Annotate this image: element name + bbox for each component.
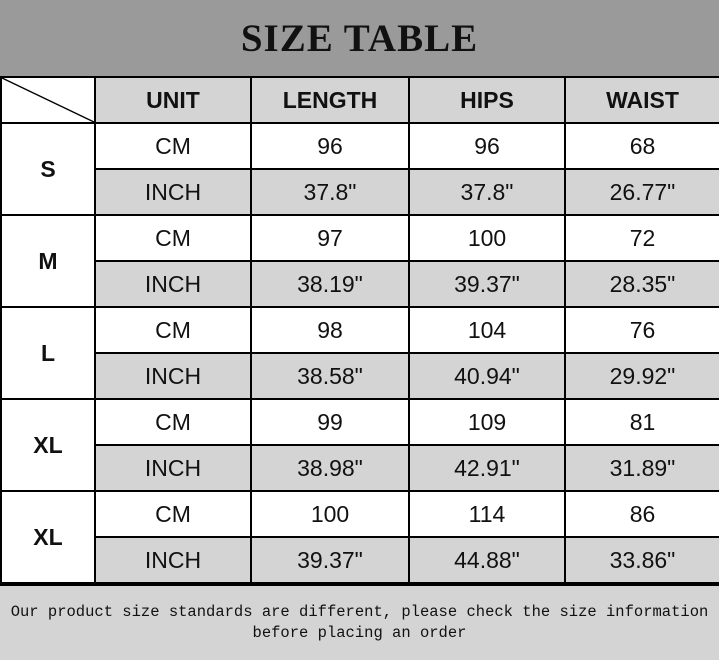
- value-length: 38.98": [251, 445, 409, 491]
- value-hips: 37.8": [409, 169, 565, 215]
- value-length: 38.58": [251, 353, 409, 399]
- unit-cm: CM: [95, 491, 251, 537]
- value-length: 98: [251, 307, 409, 353]
- value-length: 38.19": [251, 261, 409, 307]
- page-title: SIZE TABLE: [240, 16, 479, 60]
- column-header-hips: HIPS: [409, 77, 565, 123]
- unit-inch: INCH: [95, 169, 251, 215]
- table-header-row: [1, 77, 719, 123]
- value-waist: 29.92": [565, 353, 719, 399]
- value-hips: 40.94": [409, 353, 565, 399]
- footer-line-1: Our product size standards are different, please check the size information: [10, 603, 709, 621]
- value-length: 96: [251, 123, 409, 169]
- corner-cell: [1, 77, 95, 123]
- table-row: [1, 215, 719, 261]
- value-hips: 109: [409, 399, 565, 445]
- value-waist: 72: [565, 215, 719, 261]
- value-waist: 28.35": [565, 261, 719, 307]
- value-hips: 104: [409, 307, 565, 353]
- table-row: [1, 307, 719, 353]
- footer-line-2: before placing an order: [252, 624, 467, 642]
- size-label-s: S: [1, 123, 95, 215]
- diagonal-divider-icon: [2, 78, 94, 122]
- value-hips: 100: [409, 215, 565, 261]
- table-row: [1, 261, 719, 307]
- value-waist: 68: [565, 123, 719, 169]
- size-label-xl-1: XL: [1, 399, 95, 491]
- value-waist: 81: [565, 399, 719, 445]
- value-hips: 44.88": [409, 537, 565, 583]
- title-bar: [0, 0, 719, 76]
- footer-note: [0, 584, 719, 660]
- size-label-m: M: [1, 215, 95, 307]
- unit-inch: INCH: [95, 537, 251, 583]
- unit-cm: CM: [95, 399, 251, 445]
- value-hips: 42.91": [409, 445, 565, 491]
- table-row: [1, 537, 719, 583]
- size-label-l: L: [1, 307, 95, 399]
- table-row: [1, 399, 719, 445]
- table-row: [1, 169, 719, 215]
- unit-inch: INCH: [95, 261, 251, 307]
- value-length: 97: [251, 215, 409, 261]
- value-hips: 39.37": [409, 261, 565, 307]
- table-row: [1, 445, 719, 491]
- value-waist: 86: [565, 491, 719, 537]
- table-row: [1, 123, 719, 169]
- value-length: 99: [251, 399, 409, 445]
- size-table: [0, 76, 719, 584]
- column-header-waist: WAIST: [565, 77, 719, 123]
- value-waist: 33.86": [565, 537, 719, 583]
- value-hips: 96: [409, 123, 565, 169]
- value-hips: 114: [409, 491, 565, 537]
- unit-cm: CM: [95, 215, 251, 261]
- unit-cm: CM: [95, 307, 251, 353]
- table-row: [1, 353, 719, 399]
- value-length: 37.8": [251, 169, 409, 215]
- unit-inch: INCH: [95, 445, 251, 491]
- unit-inch: INCH: [95, 353, 251, 399]
- value-length: 39.37": [251, 537, 409, 583]
- value-waist: 76: [565, 307, 719, 353]
- unit-cm: CM: [95, 123, 251, 169]
- value-waist: 31.89": [565, 445, 719, 491]
- column-header-unit: UNIT: [95, 77, 251, 123]
- size-label-xl-2: XL: [1, 491, 95, 583]
- table-row: [1, 491, 719, 537]
- value-length: 100: [251, 491, 409, 537]
- column-header-length: LENGTH: [251, 77, 409, 123]
- value-waist: 26.77": [565, 169, 719, 215]
